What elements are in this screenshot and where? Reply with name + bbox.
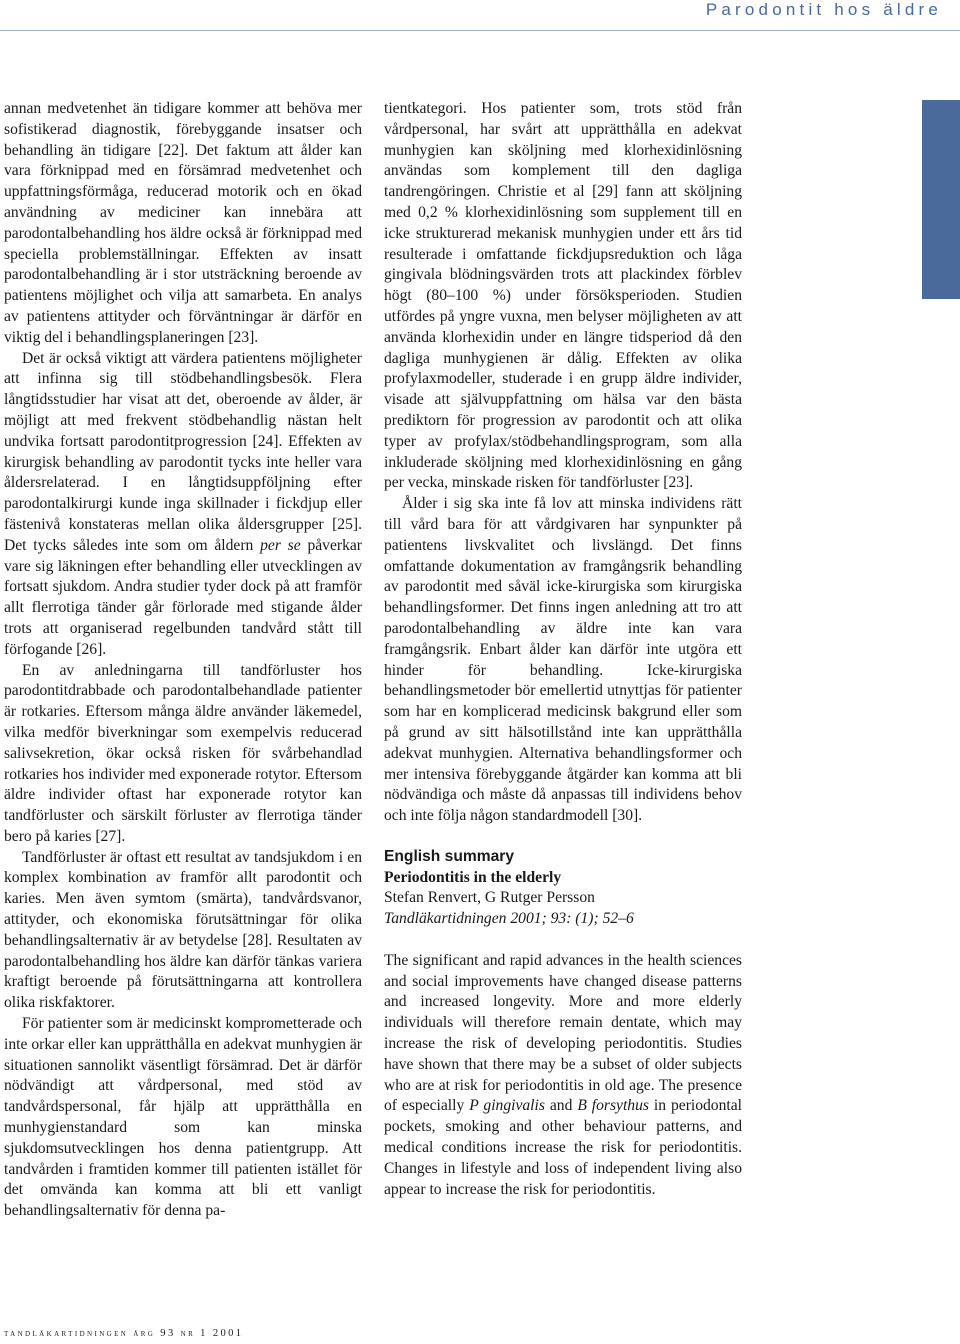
- footer-journal-line: tandläkartidningen årg 93 nr 1 2001: [4, 1328, 244, 1339]
- summary-abstract: [384, 951, 742, 1201]
- left-paragraph-1: annan medvetenhet än tidigare kommer att behöva mer sofistikerad diagnostik, förebyggande insatser och behandling än tidigare [22]. Det faktum att ålder kan vara förknippad med en försämrad medvetenhet och uppfattningsförmåga, reducerad motorik och en ökad användning av mediciner kan innebära att parodontalbehandling hos äldre också är förknippad med speciella problemställningar. Effekten av insatt parodontalbehandling är i stor utsträckning beroende av patientens möjlighet och vilja att samarbeta. En analys av patientens attityder och förväntningar är därför en viktig del i behandlingsplaneringen [23].: [4, 100, 362, 346]
- summary-title: Periodontitis in the elderly: [384, 868, 562, 886]
- abstract-end: in periodontal pockets, smoking and other behaviour patterns, and medical conditions increase the risk for periodontitis. Changes in lifestyle and loss of independent living also appear to increase the risk for periodontitis.: [384, 1097, 742, 1198]
- right-paragraph-2: Ålder i sig ska inte få lov att minska individens rätt till vård bara för att vårdgivaren har synpunkter på patientens livskvalitet och livslängd. Det finns omfattande dokumentation av framgångsrik behandling av parodontit med såväl icke-kirurgiska som kirurgiska behandlingsformer. Det finns ingen anledning att tro att parodontalbehandling av äldre inte kan vara framgångsrik. Enbart ålder kan därför inte utgöra ett hinder för behandling. Icke-kirurgiska behandlingsmetoder bör emellertid utnyttjas för patienter som har en komplicerad medicinsk bakgrund eller som på grund av sitt hälsotillstånd inte kan upprätthålla adekvat munhygien. Alternativa behandlingsformer och mer intensiva förebyggande åtgärder kan komma att bli nödvändiga och måste då anpassas till individens behov och inte följa någon standardmodell [30].: [384, 495, 742, 825]
- per-se-italic: per se: [260, 536, 301, 554]
- right-column: [384, 99, 742, 1200]
- summary-journal: Tandläkartidningen 2001; 93: (1); 52–6: [384, 910, 634, 928]
- left-paragraph-2-end: påverkar vare sig läkningen efter behandling eller utvecklingen av fortsatt sjukdom. Andra studier tyder dock på att framför allt flerrotiga tänder går förlorade med stigande ålder trots att organiserad regelbunden tandvård stått till förfogande [26].: [4, 536, 362, 658]
- right-paragraph-1: tientkategori. Hos patienter som, trots stöd från vårdpersonal, har svårt att upprätthålla en adekvat munhygien kan sköljning med klorhexidinlösning användas som komplement till den dagliga tandrengöringen. Christie et al [29] fann att sköljning med 0,2 % klorhexidinlösning som supplement till en icke strukturerad mekanisk munhygien under ett års tid resulterade i omfattande fickdjupsreduktion och låga gingivala blödningsvärden trots att plackindex förblev högt (80–100 %) under försöksperioden. Studien utfördes på yngre vuxna, men belyser möjligheten av att använda klorhexidin under en längre tidsperiod då den dagliga munhygienen är dålig. Effekten av olika profylaxmodeller, studerade i en grupp äldre individer, visade att självuppfattning om hälsa var den bästa prediktorn för progression av parodontit och att olika typer av profylax/stödbehandlingsprogram, som alla inkluderade sköljning med klorhexidinlösning en gång per vecka, minskade risken för tandförluster [23].: [384, 100, 742, 492]
- summary-heading: English summary: [384, 847, 514, 865]
- left-paragraph-5: För patienter som är medicinskt komprometterade och inte orkar eller kan upprätthålla en adekvat munhygien är situationen sannolikt väsentligt försämrad. Det är därför nödvändigt att vårdpersonal, med stöd av tandvårdspersonal, får hjälp att upprätthålla en munhygienstandard som kan minska sjukdomsutvecklingen hos denna patientgrupp. Att tandvården i framtiden kommer till patienten istället för det omvända kan komma att bli ett vanligt behandlingsalternativ för denna pa-: [4, 1015, 362, 1220]
- species-p-gingivalis: P gingivalis: [469, 1097, 545, 1115]
- left-column: [4, 99, 362, 1222]
- summary-authors: Stefan Renvert, G Rutger Persson: [384, 889, 595, 907]
- species-b-forsythus: B forsythus: [577, 1097, 649, 1115]
- section-tab: [922, 100, 960, 299]
- left-paragraph-3: En av anledningarna till tandförluster hos parodontitdrabbade och parodontalbehandlade patienter är rotkaries. Eftersom många äldre använder läkemedel, vilka medför biverkningar som exempelvis reducerad salivsekretion, ökar också risken för svårbehandlad rotkaries hos individer med exponerade rotytor. Eftersom äldre individer oftast har exponerade rotytor kan tandförluster och särskilt förluster av flerrotiga tänder bero på karies [27].: [4, 661, 362, 845]
- left-paragraph-4: Tandförluster är oftast ett resultat av tandsjukdom i en komplex kombination av framför allt parodontit och karies. Men även symtom (smärta), tandvårdsvanor, attityder, och ekonomiska förutsättningar för olika behandlingsalternativ är av betydelse [28]. Resultaten av parodontalbehandling hos äldre kan därför tänkas variera kraftigt beroende på förutsättningarna att kontrollera olika riskfaktorer.: [4, 848, 362, 1012]
- running-title: Parodontit hos äldre: [705, 0, 942, 19]
- header-rule: [0, 30, 960, 31]
- left-paragraph-2-text: Det är också viktigt att värdera patientens möjligheter att infinna sig till stödbehandlingsbesök. Flera långtidsstudier har visat att det, oberoende av ålder, är möjligt att med frekvent stödbehandlig nästan helt undvika fortsatt parodontitprogression [24]. Effekten av kirurgisk behandling av parodontit tycks inte heller vara åldersrelaterad. I en långtidsuppföljning efter parodontalkirurgi kunde inga skillnader i fickdjup eller fästenivå konstateras mellan olika åldersgrupper [25]. Det tycks således inte som om åldern: [4, 349, 362, 554]
- left-paragraph-2: [4, 349, 362, 661]
- abstract-and: and: [549, 1097, 573, 1115]
- abstract-start: The significant and rapid advances in the health sciences and social improvements have changed disease patterns and increased longevity. More and more elderly individuals will therefore remain dentate, which may increase the risk of developing periodontitis. Studies have shown that there may be a subset of older subjects who are at risk for periodontitis in old age. The presence of especially: [384, 951, 742, 1115]
